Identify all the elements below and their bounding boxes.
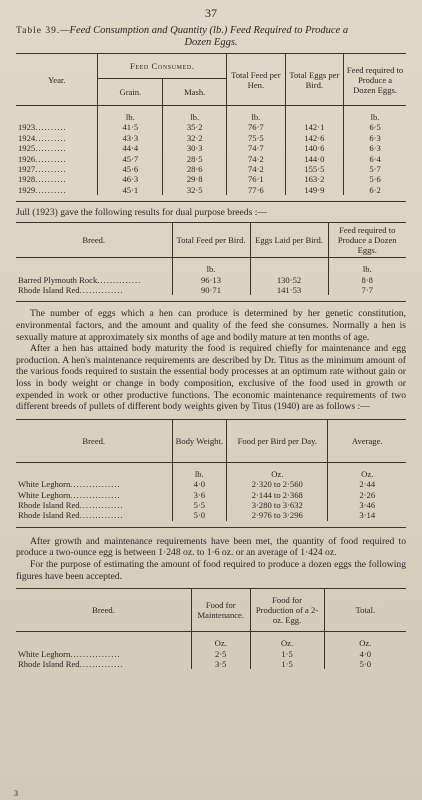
cell-feed-required <box>344 174 406 184</box>
cell-total-eggs <box>285 174 344 184</box>
dot-leader: .............. <box>79 510 124 521</box>
col-grain: Grain. <box>98 79 163 106</box>
cell-total-feed <box>227 164 286 174</box>
jull-intro: Jull (1923) gave the following results for dual purpose breeds :— <box>16 207 267 219</box>
cell-text: 5·7 <box>369 164 381 175</box>
cell-text: 35·2 <box>186 122 203 133</box>
cell-breed <box>16 285 172 295</box>
unit-body-weight: lb. <box>172 462 227 479</box>
cell-text: White Leghorn <box>18 648 71 659</box>
table-dual-purpose-body <box>16 258 406 296</box>
unit-food-per-bird: Oz. <box>227 462 328 479</box>
table-row <box>16 649 406 659</box>
cell-grain <box>98 174 163 184</box>
col-mash: Mash. <box>163 79 227 106</box>
paragraph-genetics: The number of eggs which a hen can produce is determined by her genetic constitution, environmental factors, and the amount and quality of the feed she consumes. Normally a hen is sexually mature at approximately six months of age and bodily mature at ten months of age. <box>16 308 406 343</box>
table-row <box>16 659 406 669</box>
cell-total-feed <box>227 133 286 143</box>
cell-text: 43·3 <box>122 132 139 143</box>
cell-breed <box>16 659 192 669</box>
col-total-feed: Total Feed per Hen. <box>227 54 286 106</box>
cell-grain <box>98 164 163 174</box>
cell-body-weight <box>172 510 227 520</box>
unit-food-maintenance: Oz. <box>192 632 251 649</box>
table-dual-purpose <box>16 222 406 302</box>
dot-leader: .......... <box>35 122 67 133</box>
cell-total-eggs <box>285 164 344 174</box>
table39-label: Table 39. <box>16 26 61 36</box>
cell-text: 1·5 <box>281 659 293 670</box>
cell-text: 4·0 <box>193 479 206 490</box>
page-number: 37 <box>205 6 217 20</box>
cell-text: 74·2 <box>247 164 264 175</box>
table39-title-line1: —Feed Consumption and Quantity (lb.) Feed Required to Produce a <box>60 25 349 36</box>
cell-text: Rhode Island Red <box>18 659 80 670</box>
dot-leader: ................ <box>70 479 121 490</box>
cell-text: 1923 <box>18 122 36 133</box>
cell-text: 28·6 <box>186 164 203 175</box>
table-row <box>16 143 406 153</box>
cell-eggs-laid <box>250 285 328 295</box>
cell-food-maintenance <box>192 659 251 669</box>
cell-mash <box>163 154 227 164</box>
cell-text: White Leghorn <box>18 479 71 490</box>
cell-text: 3·5 <box>215 659 227 670</box>
cell-mash <box>163 185 227 195</box>
cell-total-feed <box>172 275 250 285</box>
cell-year <box>16 185 98 195</box>
table-dozen-estimate-body <box>16 632 406 670</box>
cell-text: 4·0 <box>359 648 372 659</box>
cell-text: 32·5 <box>186 184 203 195</box>
col-year: Year. <box>47 74 66 85</box>
cell-grain <box>98 133 163 143</box>
col-food-per-bird: Food per Bird per Day. <box>227 419 328 462</box>
cell-total-feed <box>227 185 286 195</box>
dot-leader: .......... <box>35 174 67 185</box>
col-average: Average. <box>328 419 406 462</box>
col-body-weight: Body Weight. <box>172 419 227 462</box>
cell-text: 74·2 <box>247 153 264 164</box>
cell-text: 144·0 <box>304 153 325 164</box>
table39 <box>16 53 406 202</box>
col-feed-required: Feed required to Produce a Dozen Eggs. <box>344 54 406 106</box>
table-row <box>16 164 406 174</box>
cell-text: 163·2 <box>304 174 325 185</box>
table-maintenance <box>16 419 406 528</box>
cell-text: 32·2 <box>186 132 203 143</box>
table-row <box>16 285 406 295</box>
unit-food-production: Oz. <box>250 632 324 649</box>
col-eggs-laid: Eggs Laid per Bird. <box>250 223 328 258</box>
cell-body-weight <box>172 500 227 510</box>
cell-text: 30·3 <box>186 143 203 154</box>
dot-leader: .............. <box>79 659 124 670</box>
cell-text: 140·6 <box>304 143 325 154</box>
cell-grain <box>98 185 163 195</box>
cell-average <box>328 500 406 510</box>
dot-leader: .......... <box>35 164 67 175</box>
cell-feed-required <box>344 154 406 164</box>
cell-text: 3·14 <box>359 510 376 521</box>
table-row <box>16 275 406 285</box>
col-feed-consumed: Feed Consumed. <box>98 54 227 79</box>
cell-food-per-bird <box>227 490 328 500</box>
cell-mash <box>163 174 227 184</box>
cell-text: White Leghorn <box>18 489 71 500</box>
cell-eggs-laid <box>250 275 328 285</box>
cell-feed-required <box>328 275 406 285</box>
cell-mash <box>163 133 227 143</box>
cell-year <box>16 143 98 153</box>
col-food-production: Food for Production of a 2-oz. Egg. <box>250 589 324 632</box>
cell-average <box>328 490 406 500</box>
col-food-maintenance: Food for Maintenance. <box>192 589 251 632</box>
cell-total-feed <box>227 122 286 132</box>
col-feed-required-2: Feed required to Produce a Dozen Eggs. <box>328 223 406 258</box>
cell-text: Rhode Island Red <box>18 500 80 511</box>
cell-text: 1928 <box>18 174 36 185</box>
cell-food-per-bird <box>227 510 328 520</box>
cell-text: Rhode Island Red <box>18 510 80 521</box>
cell-grain <box>98 122 163 132</box>
cell-text: 77·6 <box>247 184 264 195</box>
cell-food-per-bird <box>227 479 328 489</box>
cell-year <box>16 154 98 164</box>
cell-total-eggs <box>285 133 344 143</box>
cell-total-eggs <box>285 185 344 195</box>
table39-body <box>16 106 406 196</box>
table-row <box>16 133 406 143</box>
cell-text: 28·5 <box>186 153 203 164</box>
cell-breed <box>16 479 172 489</box>
cell-text: 3·6 <box>193 489 206 500</box>
dot-leader: .......... <box>35 153 67 164</box>
cell-text: 149·9 <box>304 184 325 195</box>
table39-title-line2: Dozen Eggs. <box>184 37 238 48</box>
cell-text: 1·5 <box>281 648 293 659</box>
cell-mash <box>163 143 227 153</box>
cell-text: Barred Plymouth Rock <box>18 274 98 285</box>
dot-leader: ................ <box>70 489 121 500</box>
cell-breed <box>16 275 172 285</box>
cell-total-feed <box>227 143 286 153</box>
cell-text: 45·6 <box>122 164 139 175</box>
cell-text: 1925 <box>18 143 36 154</box>
cell-text: 2·320 to 2·560 <box>251 479 303 490</box>
cell-breed <box>16 510 172 520</box>
cell-text: 6·2 <box>369 184 381 195</box>
cell-total <box>324 649 406 659</box>
cell-breed <box>16 500 172 510</box>
cell-text: 142·6 <box>304 132 325 143</box>
table-row <box>16 479 406 489</box>
cell-text: 7·7 <box>361 285 373 296</box>
cell-body-weight <box>172 490 227 500</box>
cell-text: 2·976 to 3·296 <box>251 510 303 521</box>
dot-leader: .............. <box>79 285 124 296</box>
cell-total-feed <box>227 174 286 184</box>
unit-mash: lb. <box>163 106 227 123</box>
table-row <box>16 122 406 132</box>
cell-year <box>16 122 98 132</box>
cell-text: 44·4 <box>122 143 139 154</box>
cell-text: 2·26 <box>359 489 376 500</box>
dot-leader: ................ <box>70 648 121 659</box>
unit-feed-required: lb. <box>344 106 406 123</box>
cell-mash <box>163 122 227 132</box>
cell-year <box>16 174 98 184</box>
cell-text: 75·5 <box>247 132 264 143</box>
table-row <box>16 185 406 195</box>
dot-leader: .......... <box>35 184 67 195</box>
dot-leader: .............. <box>97 274 142 285</box>
cell-text: 90·71 <box>200 285 222 296</box>
cell-year <box>16 164 98 174</box>
cell-text: 46·3 <box>122 174 139 185</box>
cell-total-feed <box>227 154 286 164</box>
cell-feed-required <box>344 122 406 132</box>
cell-text: 3·280 to 3·632 <box>251 500 303 511</box>
cell-text: 76·7 <box>247 122 264 133</box>
cell-text: Rhode Island Red <box>18 285 80 296</box>
cell-text: 6·3 <box>369 143 381 154</box>
cell-feed-required <box>344 185 406 195</box>
cell-text: 6·3 <box>369 132 381 143</box>
col-total-feed-bird: Total Feed per Bird. <box>172 223 250 258</box>
cell-text: 1927 <box>18 164 36 175</box>
cell-text: 2·144 to 2·368 <box>251 489 303 500</box>
cell-text: 1924 <box>18 132 36 143</box>
cell-body-weight <box>172 479 227 489</box>
cell-text: 45·1 <box>122 184 139 195</box>
table-dozen-estimate <box>16 588 406 669</box>
cell-text: 1926 <box>18 153 36 164</box>
unit-total: Oz. <box>324 632 406 649</box>
cell-total-feed <box>172 285 250 295</box>
cell-food-per-bird <box>227 500 328 510</box>
unit-total-feed: lb. <box>227 106 286 123</box>
paragraph-estimate: For the purpose of estimating the amount of food required to produce a dozen eggs the following figures have been accepted. <box>16 559 406 582</box>
cell-text: 142·1 <box>304 122 325 133</box>
cell-text: 5·0 <box>359 659 372 670</box>
cell-text: 74·7 <box>247 143 264 154</box>
paragraph-maintenance: After a hen has attained body maturity the food is required chiefly for maintenance and egg production. A hen's maintenance requirements are described by Dr. Titus as the minimum amount of the various foods required to sustain the essential body processes at an optimum rate without gain or loss in body weight or change in body composition, exclusive of the food used in growth or expended in work or other productive functions. The economic maintenance requirements of two different breeds of pullets of different body weights given by Titus (1940) are as follows :— <box>16 343 406 413</box>
dot-leader: .......... <box>35 132 67 143</box>
cell-breed <box>16 649 192 659</box>
cell-text: 6·5 <box>369 122 381 133</box>
cell-text: 3·46 <box>359 500 376 511</box>
cell-text: 155·5 <box>304 164 325 175</box>
unit-average: Oz. <box>328 462 406 479</box>
cell-text: 2·5 <box>215 648 227 659</box>
table-maintenance-body <box>16 462 406 521</box>
table-row <box>16 500 406 510</box>
cell-feed-required <box>344 143 406 153</box>
cell-text: 2·44 <box>359 479 376 490</box>
cell-feed-required <box>328 285 406 295</box>
table-row <box>16 174 406 184</box>
cell-feed-required <box>344 133 406 143</box>
cell-text: 141·53 <box>276 285 302 296</box>
cell-text: 130·52 <box>276 274 302 285</box>
paragraph-egg-food: After growth and maintenance requirements have been met, the quantity of food required to produce a two-ounce egg is between 1·248 oz. to 1·6 oz. or an average of 1·424 oz. <box>16 535 406 559</box>
cell-breed <box>16 490 172 500</box>
cell-year <box>16 133 98 143</box>
cell-total-eggs <box>285 154 344 164</box>
cell-food-maintenance <box>192 649 251 659</box>
table39-caption <box>16 25 406 49</box>
cell-feed-required <box>344 164 406 174</box>
cell-text: 76·1 <box>247 174 264 185</box>
table-row <box>16 490 406 500</box>
col-total: Total. <box>324 589 406 632</box>
col-total-eggs: Total Eggs per Bird. <box>285 54 344 106</box>
unit-total-feed-2: lb. <box>172 258 250 275</box>
cell-text: 96·13 <box>200 274 222 285</box>
footer-mark: 3 <box>14 789 18 798</box>
cell-text: 45·7 <box>122 153 139 164</box>
cell-average <box>328 510 406 520</box>
col-breed: Breed. <box>82 235 106 246</box>
col-breed-3: Breed. <box>82 435 106 446</box>
unit-grain: lb. <box>98 106 163 123</box>
cell-text: 5·0 <box>193 510 206 521</box>
cell-average <box>328 479 406 489</box>
cell-total-eggs <box>285 143 344 153</box>
cell-mash <box>163 164 227 174</box>
cell-text: 8·8 <box>361 274 373 285</box>
cell-total-eggs <box>285 122 344 132</box>
cell-grain <box>98 143 163 153</box>
table-row <box>16 510 406 520</box>
cell-text: 1929 <box>18 184 36 195</box>
cell-food-production <box>250 649 324 659</box>
cell-text: 29·8 <box>186 174 203 185</box>
cell-text: 5·5 <box>193 500 206 511</box>
cell-grain <box>98 154 163 164</box>
cell-total <box>324 659 406 669</box>
col-breed-4: Breed. <box>92 605 115 616</box>
dot-leader: .......... <box>35 143 67 154</box>
cell-text: 5·6 <box>369 174 381 185</box>
table-row <box>16 154 406 164</box>
dot-leader: .............. <box>79 500 124 511</box>
cell-food-production <box>250 659 324 669</box>
cell-text: 6·4 <box>369 153 381 164</box>
cell-text: 41·5 <box>122 122 139 133</box>
unit-feed-required-2: lb. <box>328 258 406 275</box>
